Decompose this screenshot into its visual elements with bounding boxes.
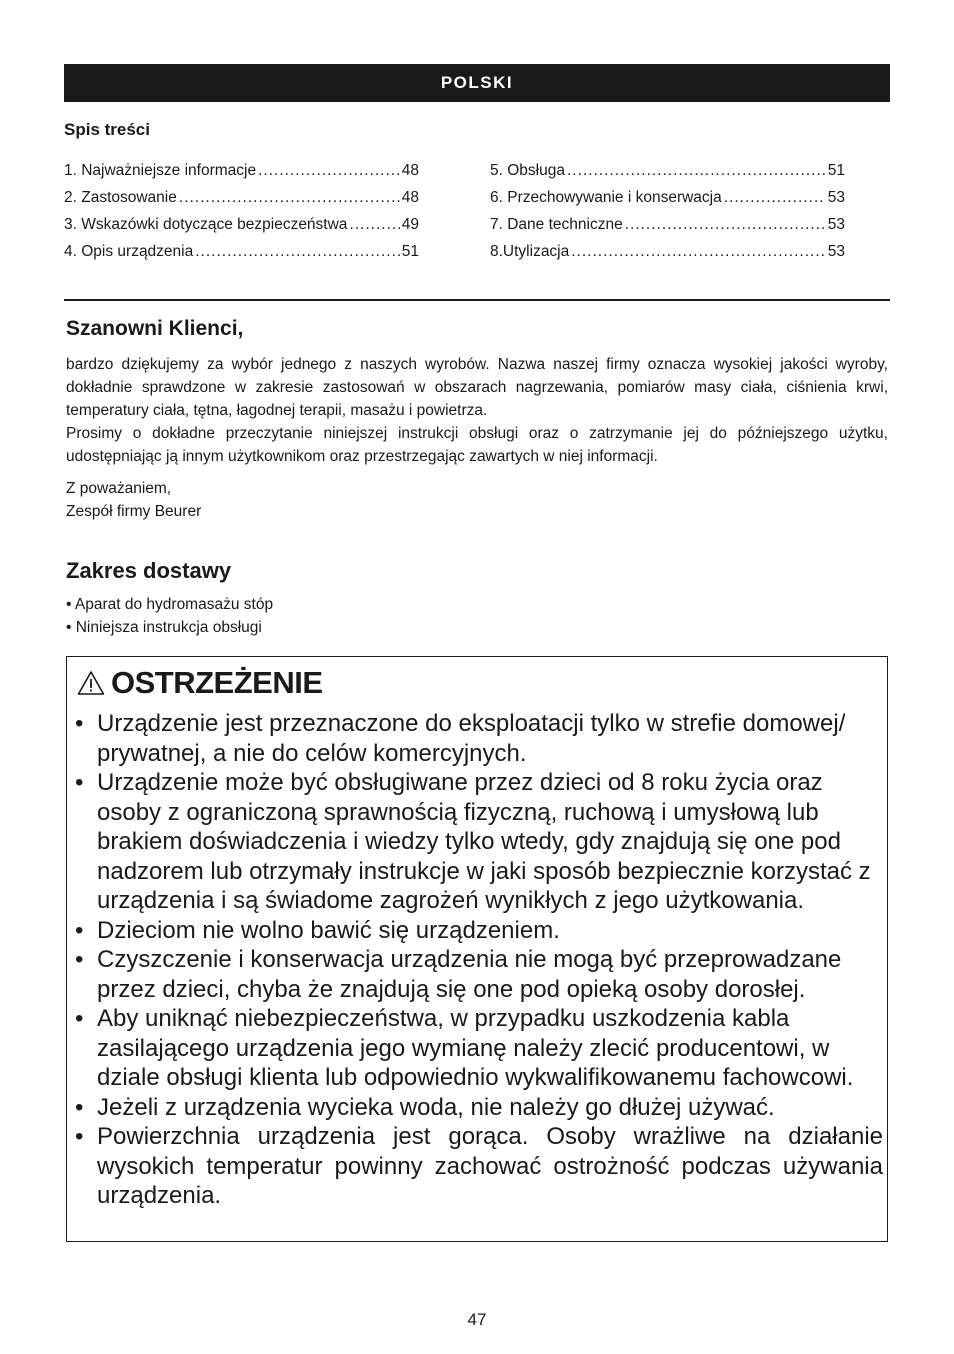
toc-entry[interactable] [64, 162, 419, 189]
toc-entry-title: 5. Obsługa [490, 162, 565, 179]
language-label: POLSKI [440, 73, 514, 92]
section-divider [64, 299, 890, 301]
toc-entry-page: 51 [827, 162, 845, 179]
intro-paragraph: bardzo dziękujemy za wybór jednego z naszych wyrobów. Nazwa naszej firmy oznacza wysokiej jakości wyroby, dokładnie sprawdzone w zakresie zastosowań w obszarach nagrzewania, pomiarów masy ciała, ciśnienia krwi, temperatury ciała, tętna, łagodnej terapii, masażu i powietrza. [66, 356, 888, 419]
toc-entry[interactable] [490, 243, 845, 270]
toc-entry[interactable] [64, 189, 419, 216]
toc-entry-title: 7. Dane techniczne [490, 216, 623, 233]
toc-entry-page: 51 [401, 243, 419, 260]
delivery-list [66, 593, 273, 639]
toc-entry[interactable] [490, 216, 845, 243]
toc-leader-dots [195, 243, 400, 261]
page-number: 47 [467, 1310, 487, 1329]
toc-entry[interactable] [490, 162, 845, 189]
toc-leader-dots [724, 189, 826, 207]
toc-leader-dots [258, 162, 400, 180]
warning-item: • Powierzchnia urządzenia jest gorąca. Osoby wrażliwe na działanie wysokich temperatur powinny zachować ostrożność podczas używania urządzenia. [75, 1122, 883, 1211]
intro-text [66, 353, 888, 468]
toc-entry-page: 49 [401, 216, 419, 233]
toc-entry[interactable] [64, 216, 419, 243]
toc-leader-dots [179, 189, 400, 207]
toc-entry-title: 3. Wskazówki dotyczące bezpieczeństwa [64, 216, 348, 233]
toc-entry-page: 48 [401, 162, 419, 179]
toc-leader-dots [349, 216, 399, 234]
intro-paragraph: Prosimy o dokładne przeczytanie niniejszej instrukcji obsługi oraz o zatrzymanie jej do późniejszego użytku, udostępniając ją innym użytkownikom oraz przestrzegając zawartych w niej informacji. [66, 425, 888, 465]
language-header [64, 64, 890, 102]
toc-entry-page: 53 [827, 189, 845, 206]
toc-entry[interactable] [490, 189, 845, 216]
delivery-heading: Zakres dostawy [66, 558, 232, 583]
toc-entry-page: 48 [401, 189, 419, 206]
warning-item: • Aby uniknąć niebezpieczeństwa, w przypadku uszkodzenia kabla zasilającego urządzenia jego wymianę należy zlecić producentowi, w dziale obsługi klienta lub odpowiednio wykwalifikowanemu fachowcowi. [75, 1004, 883, 1093]
warning-item: • Urządzenie jest przeznaczone do eksploatacji tylko w strefie domowej/ prywatnej, a nie do celów komercyjnych. [75, 709, 883, 768]
toc-entry-title: 6. Przechowywanie i konserwacja [490, 189, 722, 206]
toc-entry-page: 53 [827, 216, 845, 233]
warning-triangle-icon [77, 670, 105, 696]
toc-leader-dots [567, 162, 826, 180]
toc-heading: Spis treści [64, 120, 150, 139]
warning-box [66, 656, 888, 1242]
warning-item: • Jeżeli z urządzenia wycieka woda, nie należy go dłużej używać. [75, 1093, 883, 1123]
signoff-line: Z poważaniem, [66, 480, 172, 497]
warning-item: • Dzieciom nie wolno bawić się urządzeniem. [75, 916, 883, 946]
list-item: • Niniejsza instrukcja obsługi [66, 616, 273, 639]
greeting-heading: Szanowni Klienci, [66, 317, 244, 340]
signoff [66, 477, 201, 523]
toc-entry-title: 4. Opis urządzenia [64, 243, 194, 260]
toc-entry-title: 1. Najważniejsze informacje [64, 162, 257, 179]
toc-column-left [64, 162, 419, 270]
warning-title [77, 665, 323, 701]
warning-item: • Czyszczenie i konserwacja urządzenia nie mogą być przeprowadzane przez dzieci, chyba że znajdują się one pod opieką osoby dorosłej. [75, 945, 883, 1004]
list-item: • Aparat do hydromasażu stóp [66, 593, 273, 616]
toc-column-right [490, 162, 845, 270]
toc-entry-page: 53 [827, 243, 845, 260]
warning-title-text: OSTRZEŻENIE [111, 665, 323, 700]
toc-leader-dots [571, 243, 826, 261]
warning-list [75, 709, 883, 1211]
toc-entry-title: 2. Zastosowanie [64, 189, 177, 206]
signoff-line: Zespół firmy Beurer [66, 503, 202, 520]
toc-leader-dots [625, 216, 826, 234]
toc-entry-title: 8.Utylizacja [490, 243, 570, 260]
warning-item: • Urządzenie może być obsługiwane przez dzieci od 8 roku życia oraz osoby z ograniczoną sprawnością fizyczną, ruchową i umysłową lub brakiem doświadczenia i wiedzy tylko wtedy, gdy znajdują się one pod nadzorem lub otrzymały instrukcje w jaki sposób bezpiecznie korzystać z urządzenia i są świadome zagrożeń wynikłych z jego użytkowania. [75, 768, 883, 916]
toc-entry[interactable] [64, 243, 419, 270]
